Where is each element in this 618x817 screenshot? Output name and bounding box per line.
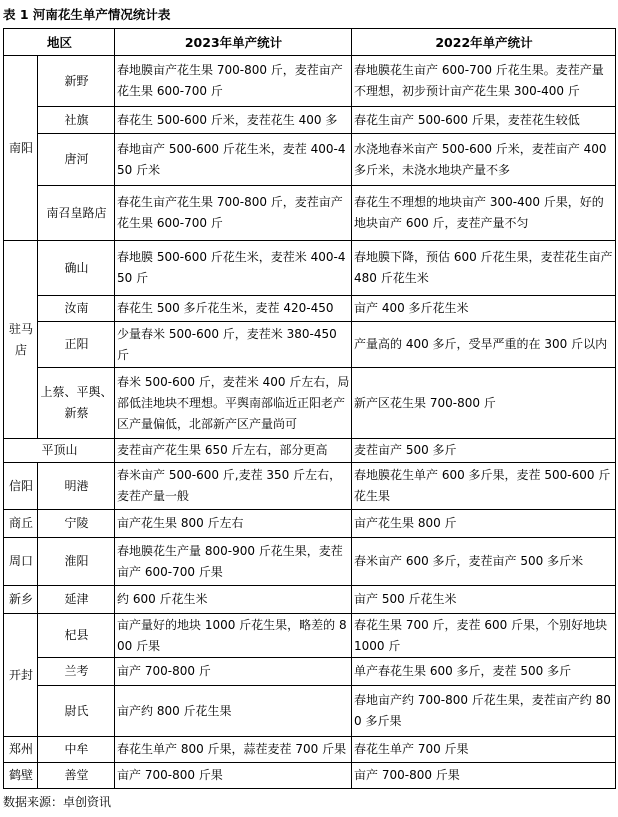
yield-table [3, 28, 616, 789]
yield-2022-cell [352, 763, 616, 789]
yield-2022-text: 春花生亩产 500-600 斤果，麦茬花生较低 [354, 112, 580, 127]
yield-2023-cell [115, 107, 352, 134]
yield-2023-cell [115, 614, 352, 658]
subregion-cell: 汝南 [38, 296, 115, 322]
yield-2022-cell [352, 439, 616, 463]
yield-2022-cell [352, 241, 616, 296]
region-xinxiang: 新乡 [4, 586, 38, 614]
yield-2023-cell [115, 368, 352, 439]
yield-2022-text: 春地膜下降，预估 600 斤花生果，麦茬花生亩产 480 斤花生米 [354, 250, 613, 285]
yield-2022-cell [352, 538, 616, 586]
subregion-cell: 延津 [38, 586, 115, 614]
region-hebi: 鹤壁 [4, 763, 38, 789]
yield-2023-text: 麦茬亩产花生果 650 斤左右，部分更高 [117, 443, 328, 457]
yield-2022-cell [352, 107, 616, 134]
region-zhumadian: 驻马店 [4, 241, 38, 439]
yield-2023-text: 春地膜亩产花生果 700-800 斤，麦茬亩产花生果 600-700 斤 [117, 63, 343, 98]
yield-2022-text: 春花生单产 700 斤果 [354, 742, 469, 756]
yield-2022-cell [352, 134, 616, 186]
subregion-cell: 善堂 [38, 763, 115, 789]
yield-2023-cell [115, 586, 352, 614]
yield-2022-cell [352, 737, 616, 763]
yield-2023-text: 春花生 500 多斤花生米，麦茬 420-450 [117, 301, 334, 315]
yield-2022-text: 产量高的 400 多斤，受旱严重的在 300 斤以内 [354, 337, 608, 351]
table-title: 表 1 河南花生单产情况统计表 [3, 7, 171, 22]
region-pingdingshan: 平顶山 [4, 439, 115, 463]
yield-2022-text: 麦茬亩产 500 多斤 [354, 443, 457, 457]
yield-2022-cell [352, 296, 616, 322]
yield-2023-cell [115, 686, 352, 737]
subregion-cell: 南召皇路店 [38, 186, 115, 241]
yield-2023-cell [115, 186, 352, 241]
yield-2023-cell [115, 510, 352, 538]
region-xinyang: 信阳 [4, 463, 38, 510]
yield-2022-cell [352, 614, 616, 658]
yield-2022-text: 新产区花生果 700-800 斤 [354, 395, 496, 410]
yield-2023-text: 约 600 斤花生米 [117, 592, 208, 606]
yield-2022-cell [352, 658, 616, 686]
yield-2022-text: 亩产 500 斤花生米 [354, 592, 457, 606]
yield-2023-text: 亩产花生果 800 斤左右 [117, 516, 244, 530]
subregion-cell: 正阳 [38, 322, 115, 368]
yield-2023-text: 春地膜花生产量 800-900 斤花生果，麦茬亩产 600-700 斤果 [117, 543, 343, 579]
subregion-cell: 兰考 [38, 658, 115, 686]
region-shangqiu: 商丘 [4, 510, 38, 538]
data-source-note: 数据来源：卓创资讯 [3, 795, 112, 809]
subregion-cell: 新野 [38, 56, 115, 107]
yield-2023-text: 少量春米 500-600 斤，麦茬米 380-450 斤 [117, 326, 337, 362]
yield-2023-cell [115, 658, 352, 686]
yield-2022-cell [352, 463, 616, 510]
yield-2023-cell [115, 241, 352, 296]
yield-2022-cell [352, 322, 616, 368]
yield-2023-cell [115, 296, 352, 322]
subregion-cell: 确山 [38, 241, 115, 296]
subregion-cell: 宁陵 [38, 510, 115, 538]
subregion-cell: 杞县 [38, 614, 115, 658]
yield-2022-cell [352, 686, 616, 737]
yield-2022-text: 春花生果 700 斤，麦茬 600 斤果，个别好地块 1000 斤 [354, 617, 608, 653]
yield-2023-text: 亩产 700-800 斤 [117, 664, 211, 678]
region-zhoukou: 周口 [4, 538, 38, 586]
yield-2023-cell [115, 322, 352, 368]
yield-2022-text: 亩产花生果 800 斤 [354, 516, 457, 530]
yield-2023-text: 亩产约 800 斤花生果 [117, 703, 232, 718]
header-2023: 2023年单产统计 [115, 29, 352, 56]
yield-2022-text: 亩产 400 多斤花生米 [354, 301, 469, 315]
yield-2023-text: 春地膜 500-600 斤花生米，麦茬米 400-450 斤 [117, 250, 346, 285]
subregion-cell: 淮阳 [38, 538, 115, 586]
subregion-cell: 中牟 [38, 737, 115, 763]
yield-2022-text: 春地亩产约 700-800 斤花生果，麦茬亩产约 800 多斤果 [354, 693, 611, 728]
yield-2023-cell [115, 56, 352, 107]
yield-2022-cell [352, 510, 616, 538]
subregion-cell: 社旗 [38, 107, 115, 134]
yield-2022-cell [352, 56, 616, 107]
yield-2022-text: 单产春花生果 600 多斤，麦茬 500 多斤 [354, 664, 572, 678]
yield-2022-text: 水浇地春米亩产 500-600 斤米，麦茬亩产 400 多斤米，未浇水地块产量不多 [354, 141, 607, 177]
yield-2022-cell [352, 586, 616, 614]
region-nanyang: 南阳 [4, 56, 38, 241]
subregion-cell: 明港 [38, 463, 115, 510]
yield-2023-text: 春米 500-600 斤，麦茬米 400 斤左右，局部低洼地块不理想。平舆南部临近正阳老产区产量偏低，北部新产区产量尚可 [117, 374, 350, 431]
yield-2022-text: 春地膜花生亩产 600-700 斤花生果。麦茬产量不理想，初步预计亩产花生果 300-400 斤 [354, 63, 604, 98]
yield-2023-text: 亩产量好的地块 1000 斤花生果，略差的 800 斤果 [117, 617, 347, 653]
yield-2022-text: 春地膜花生单产 600 多斤果，麦茬 500-600 斤花生果 [354, 468, 611, 503]
yield-2023-cell [115, 439, 352, 463]
yield-2022-text: 春花生不理想的地块亩产 300-400 斤果，好的地块亩产 600 斤，麦茬产量不匀 [354, 195, 604, 230]
yield-2022-text: 春米亩产 600 多斤，麦茬亩产 500 多斤米 [354, 554, 584, 568]
yield-2023-text: 春花生单产 800 斤果，蒜茬麦茬 700 斤果 [117, 742, 347, 756]
yield-2023-cell [115, 737, 352, 763]
header-region: 地区 [4, 29, 115, 56]
region-kaifeng: 开封 [4, 614, 38, 737]
yield-2022-cell [352, 186, 616, 241]
yield-2023-text: 春花生亩产花生果 700-800 斤，麦茬亩产花生果 600-700 斤 [117, 195, 343, 230]
yield-2023-cell [115, 463, 352, 510]
header-2022: 2022年单产统计 [352, 29, 616, 56]
yield-2023-cell [115, 538, 352, 586]
subregion-cell: 唐河 [38, 134, 115, 186]
yield-2023-text: 春地亩产 500-600 斤花生米，麦茬 400-450 斤米 [117, 141, 346, 177]
yield-2023-cell [115, 134, 352, 186]
yield-2022-text: 亩产 700-800 斤果 [354, 768, 460, 782]
subregion-cell: 尉氏 [38, 686, 115, 737]
region-zhengzhou: 郑州 [4, 737, 38, 763]
yield-2023-text: 春花生 500-600 斤米，麦茬花生 400 多 [117, 112, 338, 127]
subregion-cell: 上蔡、平舆、新蔡 [38, 368, 115, 439]
yield-2022-cell [352, 368, 616, 439]
yield-2023-text: 春米亩产 500-600 斤,麦茬 350 斤左右，麦茬产量一般 [117, 468, 342, 503]
yield-2023-cell [115, 763, 352, 789]
yield-2023-text: 亩产 700-800 斤果 [117, 768, 223, 782]
